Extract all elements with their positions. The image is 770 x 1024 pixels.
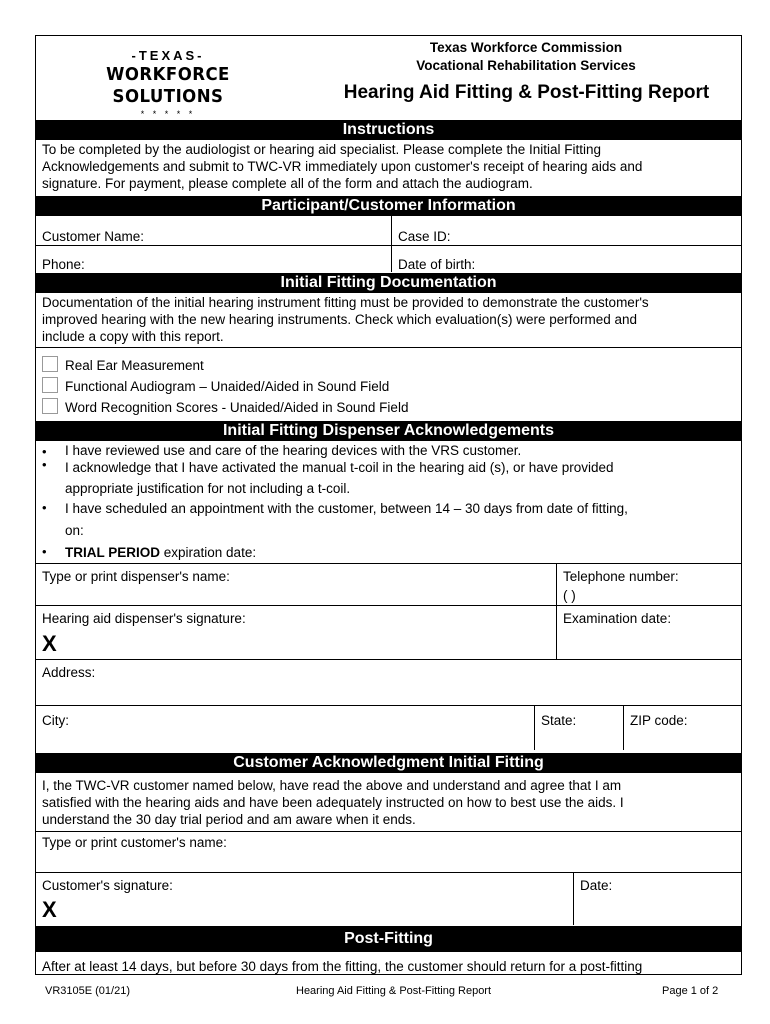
post-fitting-heading: Post-Fitting	[36, 926, 741, 952]
divider	[36, 605, 741, 606]
instructions-line-2: Acknowledgements and submit to TWC-VR immediately upon customer's receipt of hearing aids and	[42, 159, 643, 174]
dispenser-signature-label: Hearing aid dispenser's signature:	[42, 611, 246, 626]
bullet-icon: •	[42, 457, 47, 472]
divider	[534, 705, 535, 750]
divider	[391, 216, 392, 272]
telephone-area-code: ( )	[563, 588, 576, 603]
customer-ack-heading: Customer Acknowledgment Initial Fitting	[36, 753, 741, 773]
customer-ack-text	[42, 777, 732, 828]
logo-stars-text: * * * * *	[140, 109, 196, 119]
state-field[interactable]: State:	[541, 713, 577, 728]
doc-line-1: Documentation of the initial hearing instrument fitting must be provided to demonstrate the customer's	[42, 295, 649, 310]
customer-ack-line-3: understand the 30 day trial period and am aware when it ends.	[42, 812, 416, 827]
initial-fitting-doc-heading: Initial Fitting Documentation	[36, 273, 741, 293]
divider	[573, 872, 574, 925]
customer-name-print-field[interactable]: Type or print customer's name:	[42, 835, 227, 850]
workforce-solutions-logo	[52, 48, 284, 119]
participant-heading: Participant/Customer Information	[36, 196, 741, 216]
functional-audiogram-label: Functional Audiogram – Unaided/Aided in Sound Field	[65, 379, 390, 394]
divider	[623, 705, 624, 750]
trial-period-bold: TRIAL PERIOD	[65, 545, 161, 560]
customer-signature-label: Customer's signature:	[42, 878, 173, 893]
page-number: Page 1 of 2	[662, 985, 719, 997]
customer-signature-field[interactable]: X	[42, 897, 57, 922]
doc-line-3: include a copy with this report.	[42, 329, 224, 344]
instructions-heading: Instructions	[36, 120, 741, 140]
divider	[36, 347, 741, 348]
form-title: Hearing Aid Fitting & Post-Fitting Report	[343, 82, 710, 103]
real-ear-measurement-label: Real Ear Measurement	[65, 358, 204, 373]
case-id-field[interactable]: Case ID:	[398, 229, 451, 244]
post-fitting-text: After at least 14 days, but before 30 days from the fitting, the customer should return for a post-fitting	[42, 959, 643, 974]
ack-bullet-1: I have reviewed use and care of the hearing devices with the VRS customer.	[65, 443, 522, 458]
city-field[interactable]: City:	[42, 713, 69, 728]
divider	[36, 659, 741, 660]
customer-ack-line-1: I, the TWC-VR customer named below, have read the above and understand and agree that I am	[42, 778, 622, 793]
customer-name-field[interactable]: Customer Name:	[42, 229, 145, 244]
ack-bullet-3b: on:	[65, 523, 84, 538]
dispenser-ack-heading: Initial Fitting Dispenser Acknowledgements	[36, 421, 741, 441]
instructions-line-1: To be completed by the audiologist or hearing aid specialist. Please complete the Initial Fitting	[42, 142, 602, 157]
divider	[36, 563, 741, 564]
dispenser-signature-field[interactable]: X	[42, 631, 57, 656]
trial-period-field[interactable]	[65, 544, 256, 561]
ack-bullet-2a: I acknowledge that I have activated the manual t-coil in the hearing aid (s), or have provided	[65, 460, 614, 475]
form-id: VR3105E (01/21)	[45, 985, 130, 997]
dispenser-name-field[interactable]: Type or print dispenser's name:	[42, 569, 230, 584]
divider	[36, 831, 741, 832]
logo-texas-text: -TEXAS-	[131, 48, 205, 63]
divider	[36, 245, 741, 246]
real-ear-measurement-checkbox[interactable]	[42, 356, 58, 372]
ack-bullet-3a: I have scheduled an appointment with the customer, between 14 – 30 days from date of fitting,	[65, 501, 628, 516]
form-page	[35, 35, 742, 975]
bullet-icon: •	[42, 500, 47, 515]
org-line-1: Texas Workforce Commission	[429, 40, 623, 55]
doc-line-2: improved hearing with the new hearing instruments. Check which evaluation(s) were performed and	[42, 312, 638, 327]
instructions-text	[42, 141, 732, 192]
logo-workforce-text: WORKFORCE SOLUTIONS	[106, 64, 230, 107]
word-recognition-label: Word Recognition Scores - Unaided/Aided in Sound Field	[65, 400, 409, 415]
examination-date-field[interactable]: Examination date:	[563, 611, 672, 626]
initial-fitting-doc-text	[42, 294, 732, 345]
bullet-icon: •	[42, 544, 47, 559]
org-line-2: Vocational Rehabilitation Services	[416, 58, 636, 73]
divider	[36, 705, 741, 706]
divider	[556, 563, 557, 659]
customer-date-field[interactable]: Date:	[580, 878, 613, 893]
address-field[interactable]: Address:	[42, 665, 96, 680]
customer-ack-line-2: satisfied with the hearing aids and have been adequately instructed on how to best use the aids. I	[42, 795, 624, 810]
instructions-line-3: signature. For payment, please complete all of the form and attach the audiogram.	[42, 176, 533, 191]
telephone-number-field[interactable]: Telephone number:	[563, 569, 679, 584]
divider	[36, 872, 741, 873]
trial-period-rest: expiration date:	[160, 545, 257, 560]
word-recognition-checkbox[interactable]	[42, 398, 58, 414]
zip-code-field[interactable]: ZIP code:	[630, 713, 688, 728]
ack-bullet-2b: appropriate justification for not including a t-coil.	[65, 481, 351, 496]
form-header	[36, 36, 741, 120]
functional-audiogram-checkbox[interactable]	[42, 377, 58, 393]
phone-field[interactable]: Phone:	[42, 257, 85, 272]
date-of-birth-field[interactable]: Date of birth:	[398, 257, 476, 272]
footer-title: Hearing Aid Fitting & Post-Fitting Report	[296, 985, 492, 997]
bullet-icon: •	[42, 444, 47, 459]
organization-name	[366, 39, 686, 75]
